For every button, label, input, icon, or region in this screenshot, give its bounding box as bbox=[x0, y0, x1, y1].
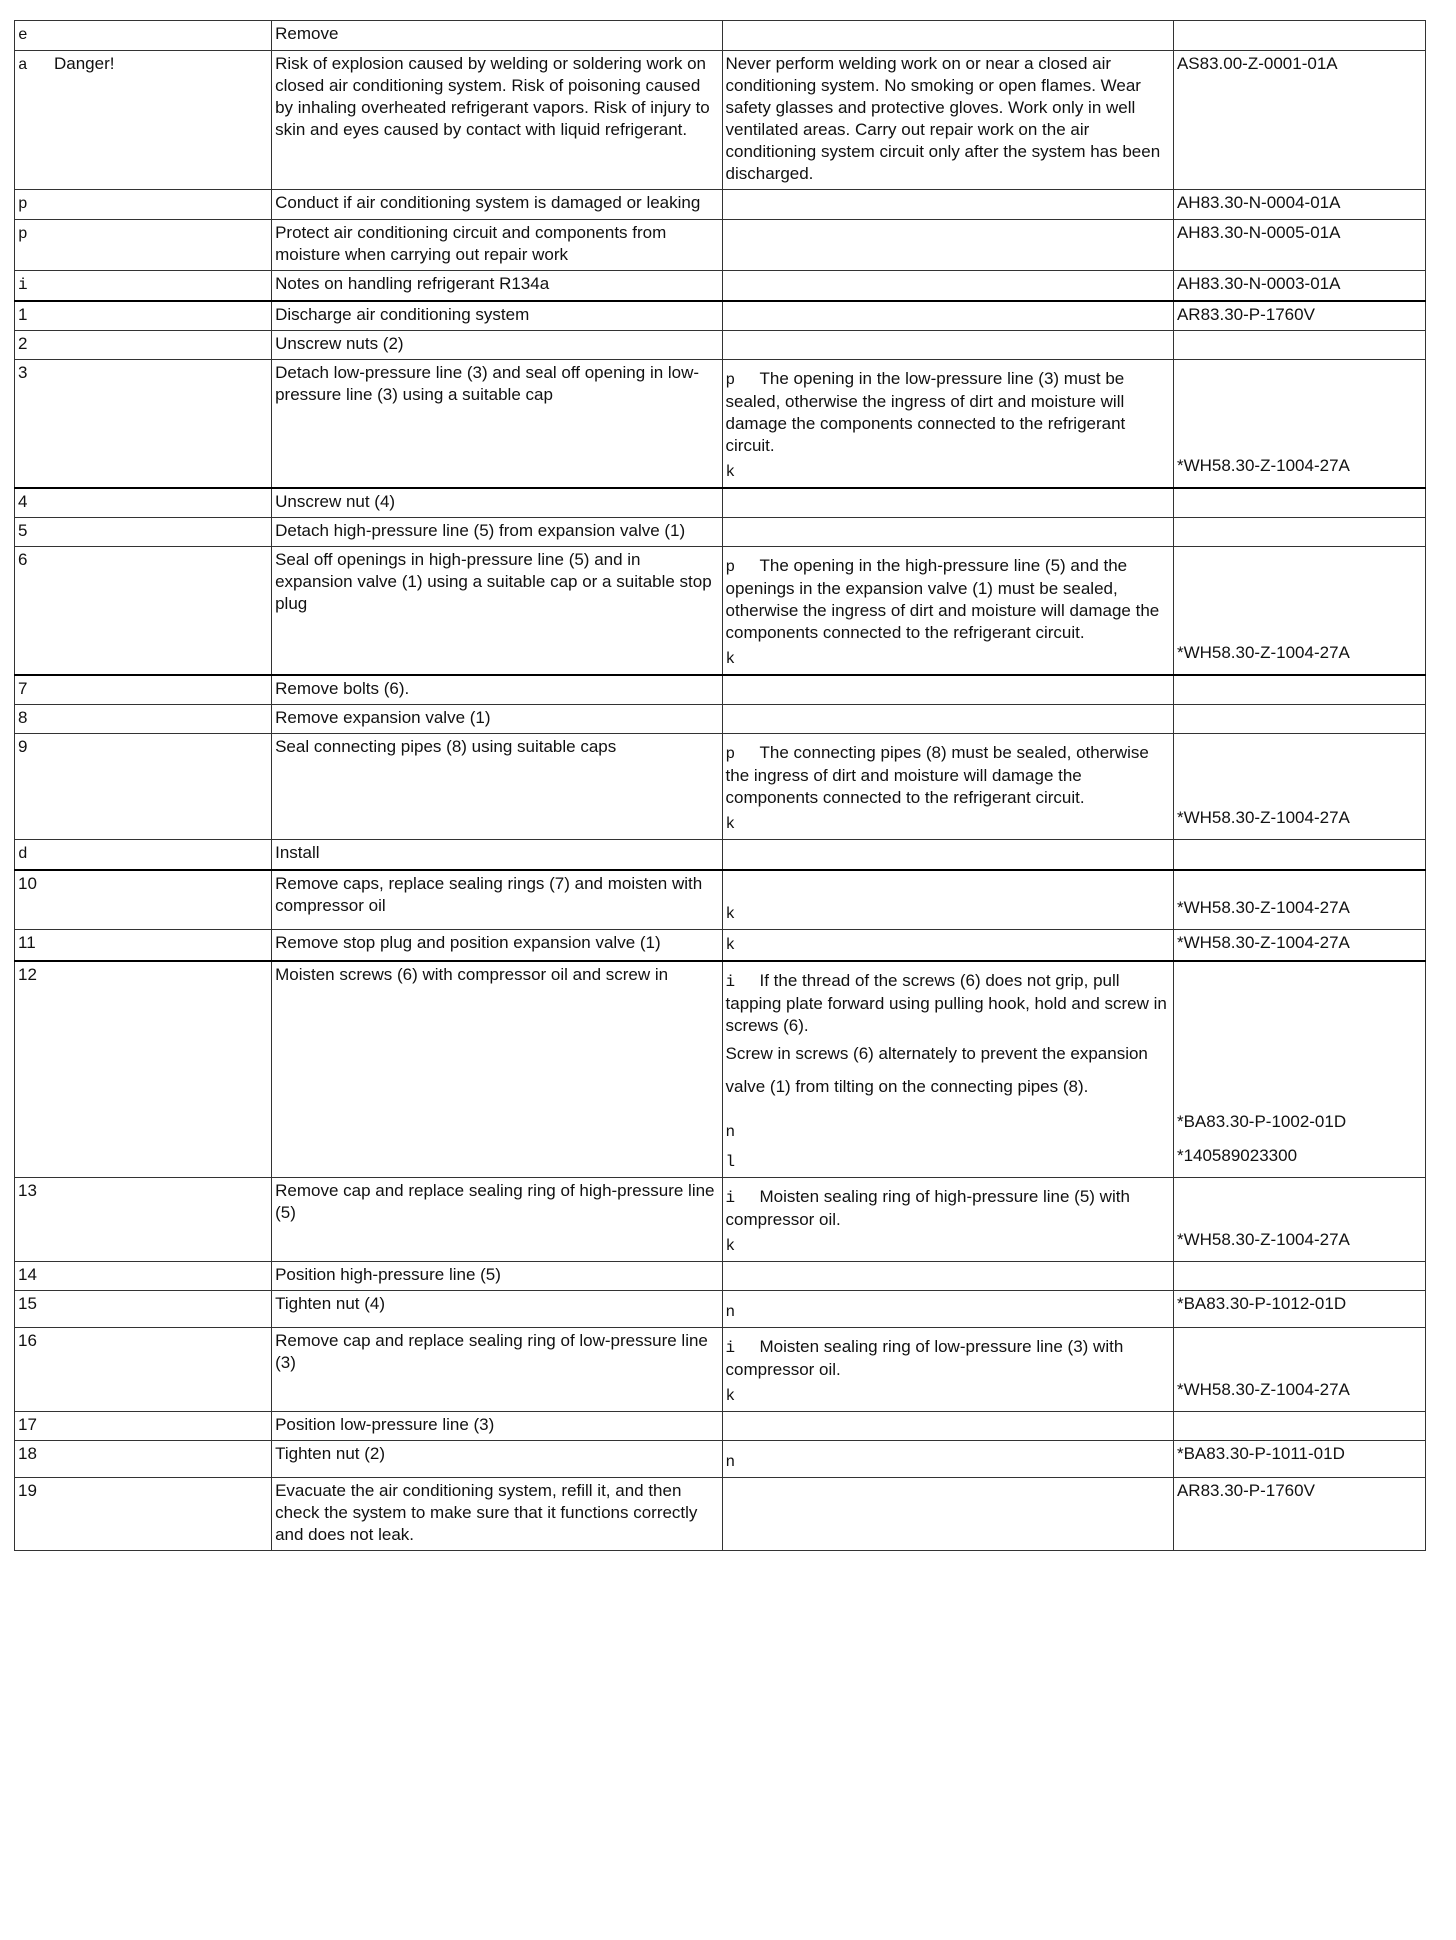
reference-cell bbox=[1173, 1328, 1425, 1412]
note-cell bbox=[722, 705, 1173, 734]
table-row bbox=[15, 488, 1426, 518]
step-cell bbox=[15, 1478, 272, 1551]
action-text: Seal connecting pipes (8) using suitable caps bbox=[275, 737, 617, 756]
table-row bbox=[15, 870, 1426, 930]
step-number: 2 bbox=[18, 334, 28, 353]
note-text: The opening in the low-pressure line (3) must be sealed, otherwise the ingress of dirt and moisture will damage the components connected to the refrigerant circuit. bbox=[725, 369, 1126, 455]
step-symbol: p bbox=[18, 195, 28, 213]
step-number: 3 bbox=[18, 363, 28, 382]
reference-code: AH83.30-N-0005-01A bbox=[1176, 223, 1341, 242]
reference-cell bbox=[1173, 21, 1425, 51]
reference-cell bbox=[1173, 840, 1425, 871]
reference-cell bbox=[1173, 1178, 1425, 1262]
procedure-table-body bbox=[15, 21, 1426, 1551]
step-symbol: e bbox=[18, 26, 28, 44]
reference-code: *BA83.30-P-1011-01D bbox=[1176, 1444, 1345, 1463]
reference-cell bbox=[1173, 190, 1425, 220]
action-text: Remove stop plug and position expansion valve (1) bbox=[275, 933, 661, 952]
reference-cell bbox=[1173, 220, 1425, 271]
note-text: Never perform welding work on or near a closed air conditioning system. No smoking or open flames. Wear safety glasses and protective gloves. Work only in well ventilated areas. Carry out repair work on the air conditioning system circuit only after the system has been discharged. bbox=[725, 54, 1161, 183]
action-cell bbox=[272, 1291, 722, 1328]
action-cell bbox=[272, 870, 722, 930]
reference-cell bbox=[1173, 271, 1425, 302]
step-cell bbox=[15, 190, 272, 220]
action-text: Position high-pressure line (5) bbox=[275, 1265, 501, 1284]
action-text: Remove cap and replace sealing ring of low-pressure line (3) bbox=[275, 1331, 708, 1372]
step-cell bbox=[15, 840, 272, 871]
action-cell bbox=[272, 331, 722, 360]
note-cell bbox=[722, 1178, 1173, 1262]
note-text: The opening in the high-pressure line (5) and the openings in the expansion valve (1) must be sealed, otherwise the ingress of dirt and moisture will damage the components connected to the refrigerant circuit. bbox=[725, 556, 1160, 642]
note-symbol: p bbox=[725, 558, 736, 576]
action-cell bbox=[272, 271, 722, 302]
reference-code: *WH58.30-Z-1004-27A bbox=[1176, 643, 1350, 662]
step-number: 16 bbox=[18, 1331, 37, 1350]
note-symbol: k bbox=[725, 463, 736, 481]
action-text: Tighten nut (2) bbox=[275, 1444, 386, 1463]
procedure-table bbox=[14, 20, 1426, 1551]
table-row bbox=[15, 1328, 1426, 1412]
step-cell bbox=[15, 271, 272, 302]
step-number: 15 bbox=[18, 1294, 37, 1313]
note-cell bbox=[722, 1441, 1173, 1478]
note-symbol: k bbox=[725, 905, 736, 923]
table-row bbox=[15, 1291, 1426, 1328]
action-text: Tighten nut (4) bbox=[275, 1294, 386, 1313]
table-row bbox=[15, 518, 1426, 547]
action-cell bbox=[272, 1262, 722, 1291]
action-cell bbox=[272, 840, 722, 871]
reference-code: AR83.30-P-1760V bbox=[1176, 305, 1315, 324]
reference-cell bbox=[1173, 961, 1425, 1178]
reference-code: *WH58.30-Z-1004-27A bbox=[1176, 898, 1350, 917]
step-number: 7 bbox=[18, 679, 28, 698]
action-cell bbox=[272, 518, 722, 547]
action-text: Remove cap and replace sealing ring of high-pressure line (5) bbox=[275, 1181, 715, 1222]
step-symbol: a bbox=[18, 56, 28, 74]
step-symbol: d bbox=[18, 845, 28, 863]
note-text: Moisten sealing ring of high-pressure line (5) with compressor oil. bbox=[725, 1187, 1130, 1229]
reference-cell bbox=[1173, 301, 1425, 331]
step-number: 12 bbox=[18, 965, 37, 984]
note-cell bbox=[722, 734, 1173, 840]
table-row bbox=[15, 734, 1426, 840]
note-cell bbox=[722, 1478, 1173, 1551]
note-cell bbox=[722, 930, 1173, 962]
step-number: 13 bbox=[18, 1181, 37, 1200]
note-text: Moisten sealing ring of low-pressure line (3) with compressor oil. bbox=[725, 1337, 1124, 1379]
step-number: 5 bbox=[18, 521, 28, 540]
reference-cell bbox=[1173, 1412, 1425, 1441]
note-symbol: k bbox=[725, 650, 736, 668]
action-cell bbox=[272, 1441, 722, 1478]
note-cell bbox=[722, 220, 1173, 271]
action-cell bbox=[272, 930, 722, 962]
table-row bbox=[15, 21, 1426, 51]
step-cell bbox=[15, 705, 272, 734]
note-symbol: k bbox=[725, 936, 736, 954]
step-cell bbox=[15, 961, 272, 1178]
reference-code-secondary: *140589023300 bbox=[1176, 1146, 1298, 1165]
table-row bbox=[15, 1478, 1426, 1551]
table-row bbox=[15, 675, 1426, 705]
action-text: Protect air conditioning circuit and components from moisture when carrying out repair work bbox=[275, 223, 667, 264]
note-cell bbox=[722, 1412, 1173, 1441]
note-cell bbox=[722, 1291, 1173, 1328]
note-cell bbox=[722, 21, 1173, 51]
table-row bbox=[15, 220, 1426, 271]
note-cell bbox=[722, 870, 1173, 930]
reference-code: AH83.30-N-0003-01A bbox=[1176, 274, 1341, 293]
reference-cell bbox=[1173, 518, 1425, 547]
note-symbol: k bbox=[725, 1387, 736, 1405]
step-number: 1 bbox=[18, 305, 28, 324]
action-text: Detach high-pressure line (5) from expansion valve (1) bbox=[275, 521, 686, 540]
step-symbol: i bbox=[18, 276, 28, 294]
note-cell bbox=[722, 547, 1173, 676]
note-symbol: k bbox=[725, 1237, 736, 1255]
action-text: Risk of explosion caused by welding or soldering work on closed air conditioning system. Risk of poisoning caused by inhaling overheated refrigerant vapors. Risk of injury to skin and eyes caused by contact with liquid refrigerant. bbox=[275, 54, 710, 139]
step-number: 6 bbox=[18, 550, 28, 569]
note-cell bbox=[722, 331, 1173, 360]
action-text: Remove bbox=[275, 24, 339, 43]
action-text: Moisten screws (6) with compressor oil and screw in bbox=[275, 965, 669, 984]
action-text: Remove expansion valve (1) bbox=[275, 708, 491, 727]
table-row bbox=[15, 1441, 1426, 1478]
note-symbol: k bbox=[725, 815, 736, 833]
action-text: Remove caps, replace sealing rings (7) and moisten with compressor oil bbox=[275, 874, 703, 915]
reference-code: *BA83.30-P-1012-01D bbox=[1176, 1294, 1347, 1313]
step-cell bbox=[15, 488, 272, 518]
note-text: The connecting pipes (8) must be sealed, otherwise the ingress of dirt and moisture will damage the components connected to the refrigerant circuit. bbox=[725, 743, 1149, 807]
table-row bbox=[15, 360, 1426, 489]
step-number: 18 bbox=[18, 1444, 37, 1463]
step-number: 19 bbox=[18, 1481, 37, 1500]
reference-code: *BA83.30-P-1002-01D bbox=[1176, 1112, 1347, 1131]
table-row bbox=[15, 547, 1426, 676]
note-symbol: n bbox=[725, 1303, 736, 1321]
table-row bbox=[15, 190, 1426, 220]
table-row bbox=[15, 331, 1426, 360]
step-cell bbox=[15, 301, 272, 331]
note-symbol: p bbox=[725, 745, 736, 763]
note-symbol: i bbox=[725, 1189, 736, 1207]
step-cell bbox=[15, 1262, 272, 1291]
action-cell bbox=[272, 360, 722, 489]
note-cell bbox=[722, 51, 1173, 190]
step-cell bbox=[15, 1441, 272, 1478]
reference-cell bbox=[1173, 360, 1425, 489]
note-cell bbox=[722, 961, 1173, 1178]
reference-cell bbox=[1173, 1441, 1425, 1478]
action-cell bbox=[272, 1328, 722, 1412]
action-cell bbox=[272, 705, 722, 734]
reference-cell bbox=[1173, 675, 1425, 705]
table-row bbox=[15, 705, 1426, 734]
note-symbol: n bbox=[725, 1453, 736, 1471]
step-symbol: p bbox=[18, 225, 28, 243]
table-row bbox=[15, 1262, 1426, 1291]
reference-cell bbox=[1173, 331, 1425, 360]
step-number: 14 bbox=[18, 1265, 37, 1284]
step-number: 17 bbox=[18, 1415, 37, 1434]
table-row bbox=[15, 840, 1426, 871]
action-cell bbox=[272, 301, 722, 331]
note-cell bbox=[722, 1328, 1173, 1412]
reference-cell bbox=[1173, 1478, 1425, 1551]
action-text: Conduct if air conditioning system is damaged or leaking bbox=[275, 193, 701, 212]
action-text: Detach low-pressure line (3) and seal off opening in low-pressure line (3) using a suitable cap bbox=[275, 363, 700, 404]
table-row bbox=[15, 961, 1426, 1178]
table-row bbox=[15, 51, 1426, 190]
reference-cell bbox=[1173, 51, 1425, 190]
step-number: 4 bbox=[18, 492, 28, 511]
reference-cell bbox=[1173, 488, 1425, 518]
step-cell bbox=[15, 220, 272, 271]
reference-code: AS83.00-Z-0001-01A bbox=[1176, 54, 1338, 73]
step-number: 10 bbox=[18, 874, 37, 893]
note-cell bbox=[722, 840, 1173, 871]
step-number: 9 bbox=[18, 737, 28, 756]
reference-code: *WH58.30-Z-1004-27A bbox=[1176, 1380, 1350, 1399]
action-text: Install bbox=[275, 843, 320, 862]
note-symbol: i bbox=[725, 1339, 736, 1357]
action-cell bbox=[272, 675, 722, 705]
action-cell bbox=[272, 21, 722, 51]
step-cell bbox=[15, 930, 272, 962]
step-cell bbox=[15, 51, 272, 190]
action-cell bbox=[272, 547, 722, 676]
note-symbol: n bbox=[725, 1123, 736, 1141]
step-cell bbox=[15, 870, 272, 930]
note-symbol: p bbox=[725, 371, 736, 389]
reference-code: *WH58.30-Z-1004-27A bbox=[1176, 808, 1350, 827]
table-row bbox=[15, 1412, 1426, 1441]
table-row bbox=[15, 1178, 1426, 1262]
step-number: 11 bbox=[18, 933, 36, 952]
note-cell bbox=[722, 518, 1173, 547]
reference-code: *WH58.30-Z-1004-27A bbox=[1176, 1230, 1350, 1249]
step-cell bbox=[15, 734, 272, 840]
note-text-secondary: Screw in screws (6) alternately to prevent the expansion valve (1) from tilting on the connecting pipes (8). bbox=[725, 1044, 1148, 1096]
step-cell bbox=[15, 675, 272, 705]
step-cell bbox=[15, 518, 272, 547]
reference-cell bbox=[1173, 547, 1425, 676]
note-cell bbox=[722, 190, 1173, 220]
note-symbol: i bbox=[725, 973, 736, 991]
step-cell bbox=[15, 1178, 272, 1262]
step-cell bbox=[15, 360, 272, 489]
action-cell bbox=[272, 51, 722, 190]
reference-cell bbox=[1173, 870, 1425, 930]
action-text: Unscrew nuts (2) bbox=[275, 334, 404, 353]
reference-cell bbox=[1173, 705, 1425, 734]
action-cell bbox=[272, 1412, 722, 1441]
reference-code: *WH58.30-Z-1004-27A bbox=[1176, 933, 1350, 952]
step-cell bbox=[15, 1291, 272, 1328]
note-symbol: l bbox=[725, 1153, 736, 1171]
action-text: Position low-pressure line (3) bbox=[275, 1415, 495, 1434]
note-cell bbox=[722, 675, 1173, 705]
step-cell bbox=[15, 547, 272, 676]
reference-cell bbox=[1173, 1262, 1425, 1291]
table-row bbox=[15, 271, 1426, 302]
step-cell bbox=[15, 1328, 272, 1412]
reference-cell bbox=[1173, 1291, 1425, 1328]
table-row bbox=[15, 930, 1426, 962]
note-text: If the thread of the screws (6) does not grip, pull tapping plate forward using pulling hook, hold and screw in screws (6). bbox=[725, 971, 1167, 1035]
note-cell bbox=[722, 271, 1173, 302]
action-cell bbox=[272, 220, 722, 271]
note-cell bbox=[722, 1262, 1173, 1291]
step-cell bbox=[15, 1412, 272, 1441]
action-text: Discharge air conditioning system bbox=[275, 305, 530, 324]
action-cell bbox=[272, 1178, 722, 1262]
action-cell bbox=[272, 734, 722, 840]
danger-label: Danger! bbox=[54, 54, 115, 73]
reference-cell bbox=[1173, 734, 1425, 840]
reference-code: AH83.30-N-0004-01A bbox=[1176, 193, 1341, 212]
action-cell bbox=[272, 488, 722, 518]
note-cell bbox=[722, 488, 1173, 518]
reference-cell bbox=[1173, 930, 1425, 962]
table-row bbox=[15, 301, 1426, 331]
action-cell bbox=[272, 190, 722, 220]
step-cell bbox=[15, 331, 272, 360]
action-text: Evacuate the air conditioning system, refill it, and then check the system to make sure that it functions correctly and does not leak. bbox=[275, 1481, 698, 1544]
action-text: Remove bolts (6). bbox=[275, 679, 410, 698]
note-cell bbox=[722, 360, 1173, 489]
action-cell bbox=[272, 1478, 722, 1551]
reference-code: *WH58.30-Z-1004-27A bbox=[1176, 456, 1350, 475]
action-text: Notes on handling refrigerant R134a bbox=[275, 274, 550, 293]
action-text: Seal off openings in high-pressure line (5) and in expansion valve (1) using a suitable cap or a suitable stop plug bbox=[275, 550, 712, 613]
reference-code: AR83.30-P-1760V bbox=[1176, 1481, 1315, 1500]
action-cell bbox=[272, 961, 722, 1178]
step-cell bbox=[15, 21, 272, 51]
note-cell bbox=[722, 301, 1173, 331]
step-number: 8 bbox=[18, 708, 28, 727]
action-text: Unscrew nut (4) bbox=[275, 492, 396, 511]
